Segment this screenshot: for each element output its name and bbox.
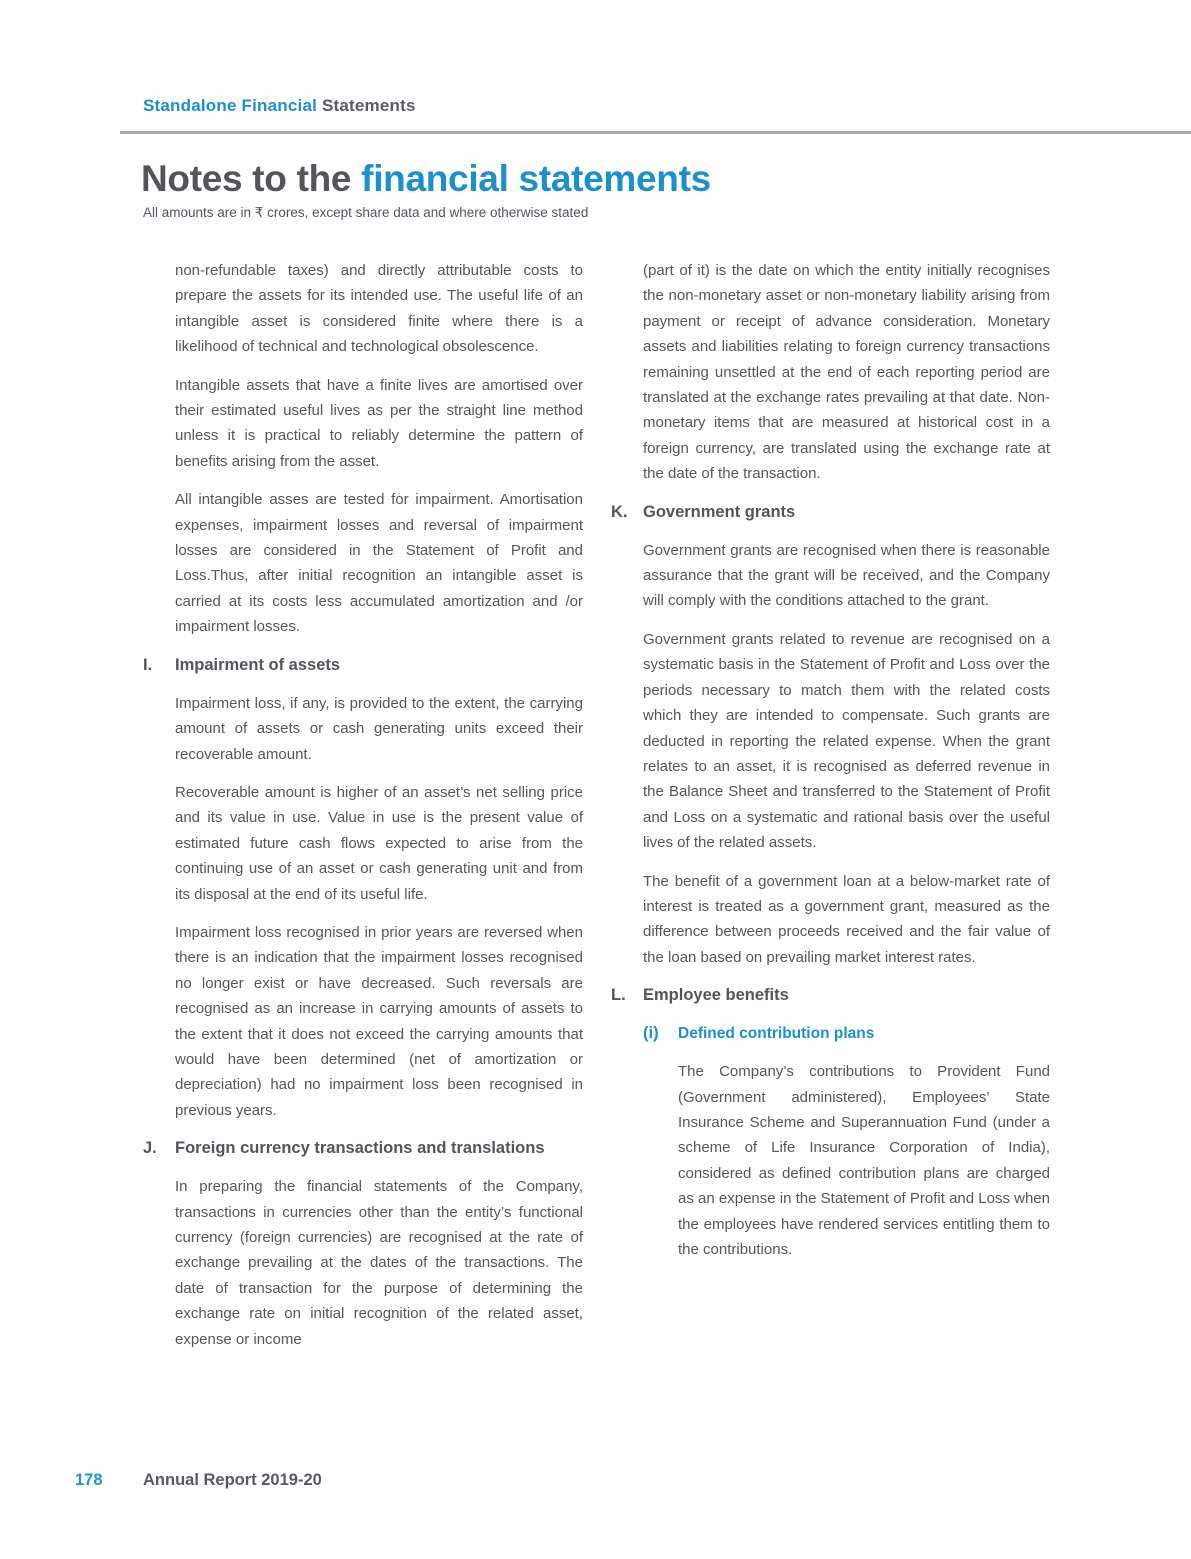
paragraph: Impairment loss, if any, is provided to the extent, the carrying amount of assets or cash generating units exceed their recoverable amount. (175, 694, 583, 763)
breadcrumb-section: Standalone Financial (143, 96, 318, 115)
paragraph: (part of it) is the date on which the entity initially recognises the non-monetary asset or non-monetary liability arising from payment or receipt of advance consideration. Monetary assets and liabilities relating to foreign currency transactions remaining unsettled at the end of each reporting period are translated at the exchange rates prevailing at that date. Non-monetary items that are measured at historical cost in a foreign currency, are translated using the exchange rate at the date of the transaction. (643, 262, 1050, 483)
section-marker: L. (611, 986, 626, 1005)
page-title (141, 158, 711, 200)
breadcrumb (143, 96, 416, 116)
section-heading (143, 653, 583, 678)
header-divider (120, 131, 1191, 134)
section-marker: (i) (643, 1024, 659, 1043)
section-title: Employee benefits (643, 986, 789, 1005)
breadcrumb-rest: Statements (317, 96, 416, 115)
page-subtitle: All amounts are in ₹ crores, except share data and where otherwise stated (143, 205, 589, 220)
two-column-body (143, 258, 1050, 1365)
section-heading (143, 1136, 583, 1161)
paragraph: The Company’s contributions to Provident Fund (Government administered), Employees’ State Insurance Scheme and Superannuation Fund (under a scheme of Life Insurance Corporation of India), considered as defined contribution plans are charged as an expense in the Statement of Profit and Loss when the employees have rendered services entitling them to the contributions. (678, 1063, 1050, 1258)
paragraph: Government grants related to revenue are recognised on a systematic basis in the Statement of Profit and Loss over the periods necessary to match them with the related costs which they are intended to compensate. Such grants are deducted in reporting the related expense. When the grant relates to an asset, it is recognised as deferred revenue in the Balance Sheet and transferred to the Statement of Profit and Loss on a systematic and rational basis over the useful lives of the related assets. (643, 630, 1050, 852)
paragraph: Intangible assets that have a finite lives are amortised over their estimated useful lives as per the straight line method unless it is practical to reliably determine the pattern of benefits arising from the asset. (175, 376, 583, 470)
section-heading (611, 983, 1050, 1008)
paragraph: In preparing the financial statements of the Company, transactions in currencies other than the entity’s functional currency (foreign currencies) are recognised at the rate of exchange prevailing at the dates of the transactions. The date of transaction for the purpose of determining the exchange rate on initial recognition of the related asset, expense or income (175, 1178, 583, 1348)
section-marker: K. (611, 502, 628, 521)
page-footer (0, 1471, 1191, 1495)
paragraph: non-refundable taxes) and directly attributable costs to prepare the assets for its intended use. The useful life of an intangible asset is considered finite where there is a likelihood of technical and technological obsolescence. (175, 262, 583, 356)
paragraph: The benefit of a government loan at a below-market rate of interest is treated as a government grant, measured as the difference between proceeds received and the fair value of the loan based on prevailing market interest rates. (643, 872, 1050, 966)
section-title: Defined contribution plans (678, 1025, 875, 1043)
paragraph: All intangible asses are tested for impairment. Amortisation expenses, impairment losses and reversal of impairment losses are considered in the Statement of Profit and Loss.Thus, after initial recognition an intangible asset is carried at its costs less accumulated amortization and /or impairment losses. (175, 491, 583, 636)
section-title: Government grants (643, 502, 796, 521)
page-number: 178 (75, 1471, 103, 1489)
section-title: Foreign currency transactions and translations (175, 1139, 545, 1158)
paragraph: Impairment loss recognised in prior years are reversed when there is an indication that the impairment losses recognised no longer exist or have decreased. Such reversals are recognised as an increase in carrying amounts of assets to the extent that it does not exceed the carrying amounts that would have been determined (net of amortization or depreciation) had no impairment loss been recognised in previous years. (175, 923, 583, 1119)
section-title: Impairment of assets (175, 655, 341, 674)
section-marker: I. (143, 655, 153, 674)
section-marker: J. (143, 1139, 157, 1158)
footer-label: Annual Report 2019-20 (143, 1471, 322, 1489)
left-column (143, 258, 583, 1365)
page-title-highlight: financial statements (361, 158, 711, 199)
section-heading (611, 500, 1050, 525)
paragraph: Government grants are recognised when there is reasonable assurance that the grant will be received, and the Company will comply with the conditions attached to the grant. (643, 541, 1050, 610)
paragraph: Recoverable amount is higher of an asset’s net selling price and its value in use. Value in use is the present value of estimated future cash flows expected to arise from the continuing use of an asset or cash generating unit and from its disposal at the end of its useful life. (175, 783, 583, 903)
subsection-heading (611, 1021, 1050, 1046)
right-column (611, 258, 1050, 1365)
page-title-prefix: Notes to the (141, 158, 362, 199)
